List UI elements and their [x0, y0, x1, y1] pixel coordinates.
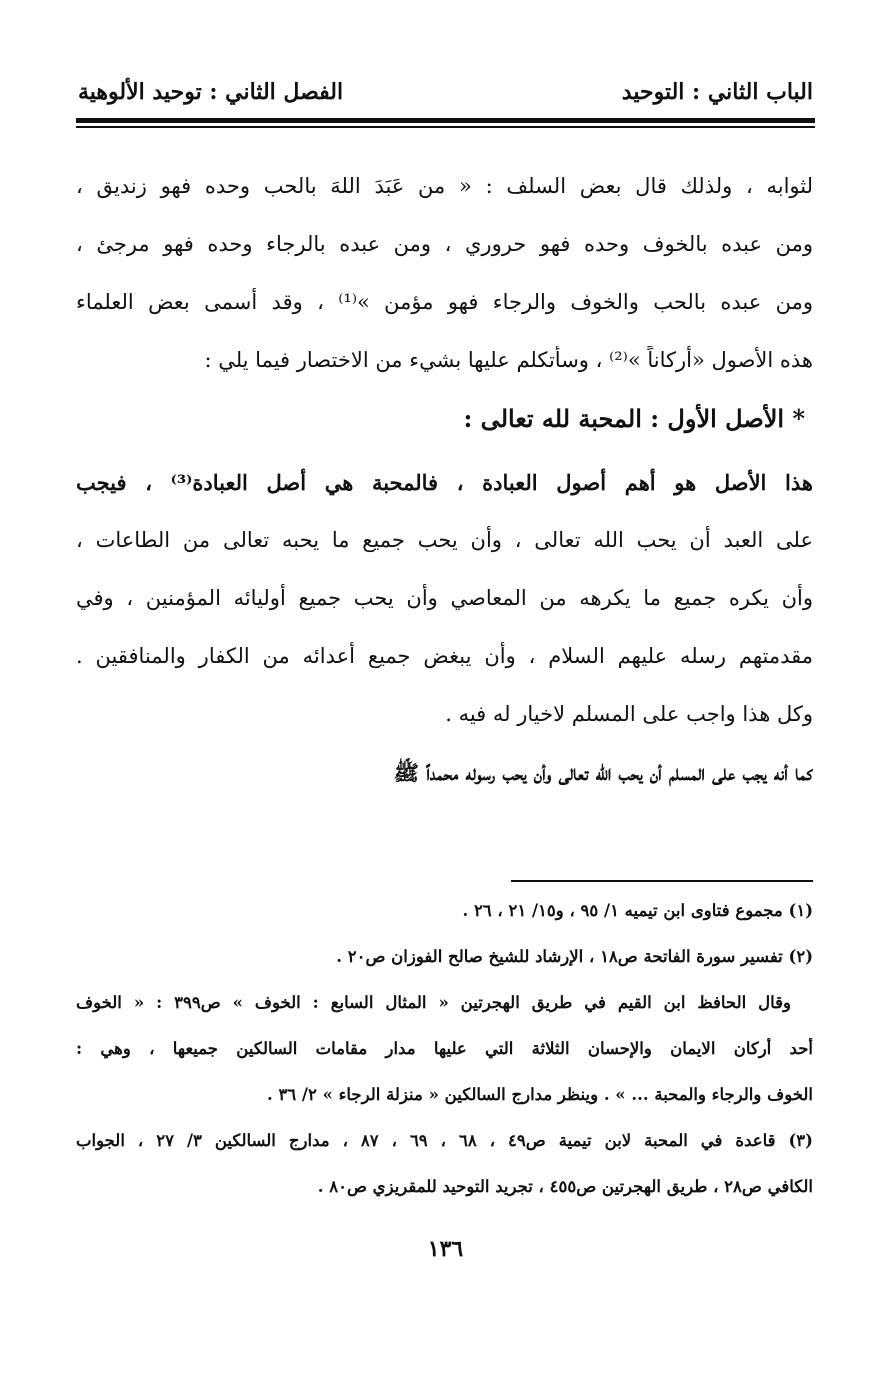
text-line: هذا الأصل هو أهم أصول العبادة ، فالمحبة هي أصل العبادة⁽³⁾ ، فيجب: [76, 470, 813, 495]
section-heading: * الأصل الأول : المحبة لله تعالى :: [463, 404, 805, 433]
header-section: الفصل الثاني : توحيد الألوهية: [78, 79, 344, 105]
text-line: وأن يكره جميع ما يكرهه من المعاصي وأن يحب جميع أوليائه المؤمنين ، وفي: [76, 586, 813, 610]
footnote-separator: [511, 880, 813, 882]
footnotes: [76, 900, 813, 1222]
text-line: لثوابه ، ولذلك قال بعض السلف : « من عَبَدَ اللهَ بالحب وحده فهو زنديق ،: [76, 174, 813, 198]
footnote-2-continuation: الخوف والرجاء والمحبة ... » . وينظر مدارج السالكين « منزلة الرجاء » ٢/ ٣٦ .: [266, 1085, 813, 1104]
footnote-2-continuation: وقال الحافظ ابن القيم في طريق الهجرتين « المثال السابع : الخوف » ص٣٩٩ : « الخوف: [76, 993, 791, 1012]
text-line: وكل هذا واجب على المسلم لاخيار له فيه .: [445, 702, 813, 726]
page-number: ١٣٦: [427, 1236, 464, 1262]
running-header: [78, 72, 813, 112]
text-line: ومن عبده بالحب والخوف والرجاء فهو مؤمن »⁽¹⁾ ، وقد أسمى بعض العلماء: [76, 290, 813, 314]
header-rule-thick: [76, 118, 815, 123]
header-chapter: الباب الثاني : التوحيد: [621, 79, 813, 105]
footnote-3-continuation: الكافي ص٢٨ ، طريق الهجرتين ص٤٥٥ ، تجريد التوحيد للمقريزي ص٨٠ .: [317, 1177, 813, 1196]
text-line: كما أنه يجب على المسلم أن يحب الله تعالى وأن يحب رسوله محمداً ﷺ: [393, 760, 813, 785]
text-line: على العبد أن يحب الله تعالى ، وأن يحب جميع ما يحبه تعالى من الطاعات ،: [76, 528, 813, 552]
text-line: ومن عبده بالخوف وحده فهو حروري ، ومن عبده بالرجاء وحده فهو مرجئ ،: [76, 232, 813, 256]
text-line: هذه الأصول «أركاناً »⁽²⁾ ، وسأتكلم عليها بشيء من الاختصار فيما يلي :: [204, 348, 813, 372]
text-line: مقدمتهم رسله عليهم السلام ، وأن يبغض جميع أعدائه من الكفار والمنافقين .: [76, 644, 813, 668]
main-text: [76, 172, 813, 816]
footnote-2: (٢) تفسير سورة الفاتحة ص١٨ ، الإرشاد للشيخ صالح الفوزان ص٢٠ .: [336, 947, 813, 966]
footnote-1: (١) مجموع فتاوى ابن تيميه ١/ ٩٥ ، و١٥/ ٢١ ، ٢٦ .: [462, 901, 813, 920]
header-rule-thin: [76, 126, 815, 128]
footnote-3: (٣) قاعدة في المحبة لابن تيمية ص٤٩ ، ٦٨ ، ٦٩ ، ٨٧ ، مدارج السالكين ٣/ ٢٧ ، الجواب: [76, 1131, 813, 1150]
footnote-2-continuation: أحد أركان الايمان والإحسان الثلاثة التي عليها مدار مقامات السالكين جميعها ، وهي :: [76, 1039, 813, 1058]
